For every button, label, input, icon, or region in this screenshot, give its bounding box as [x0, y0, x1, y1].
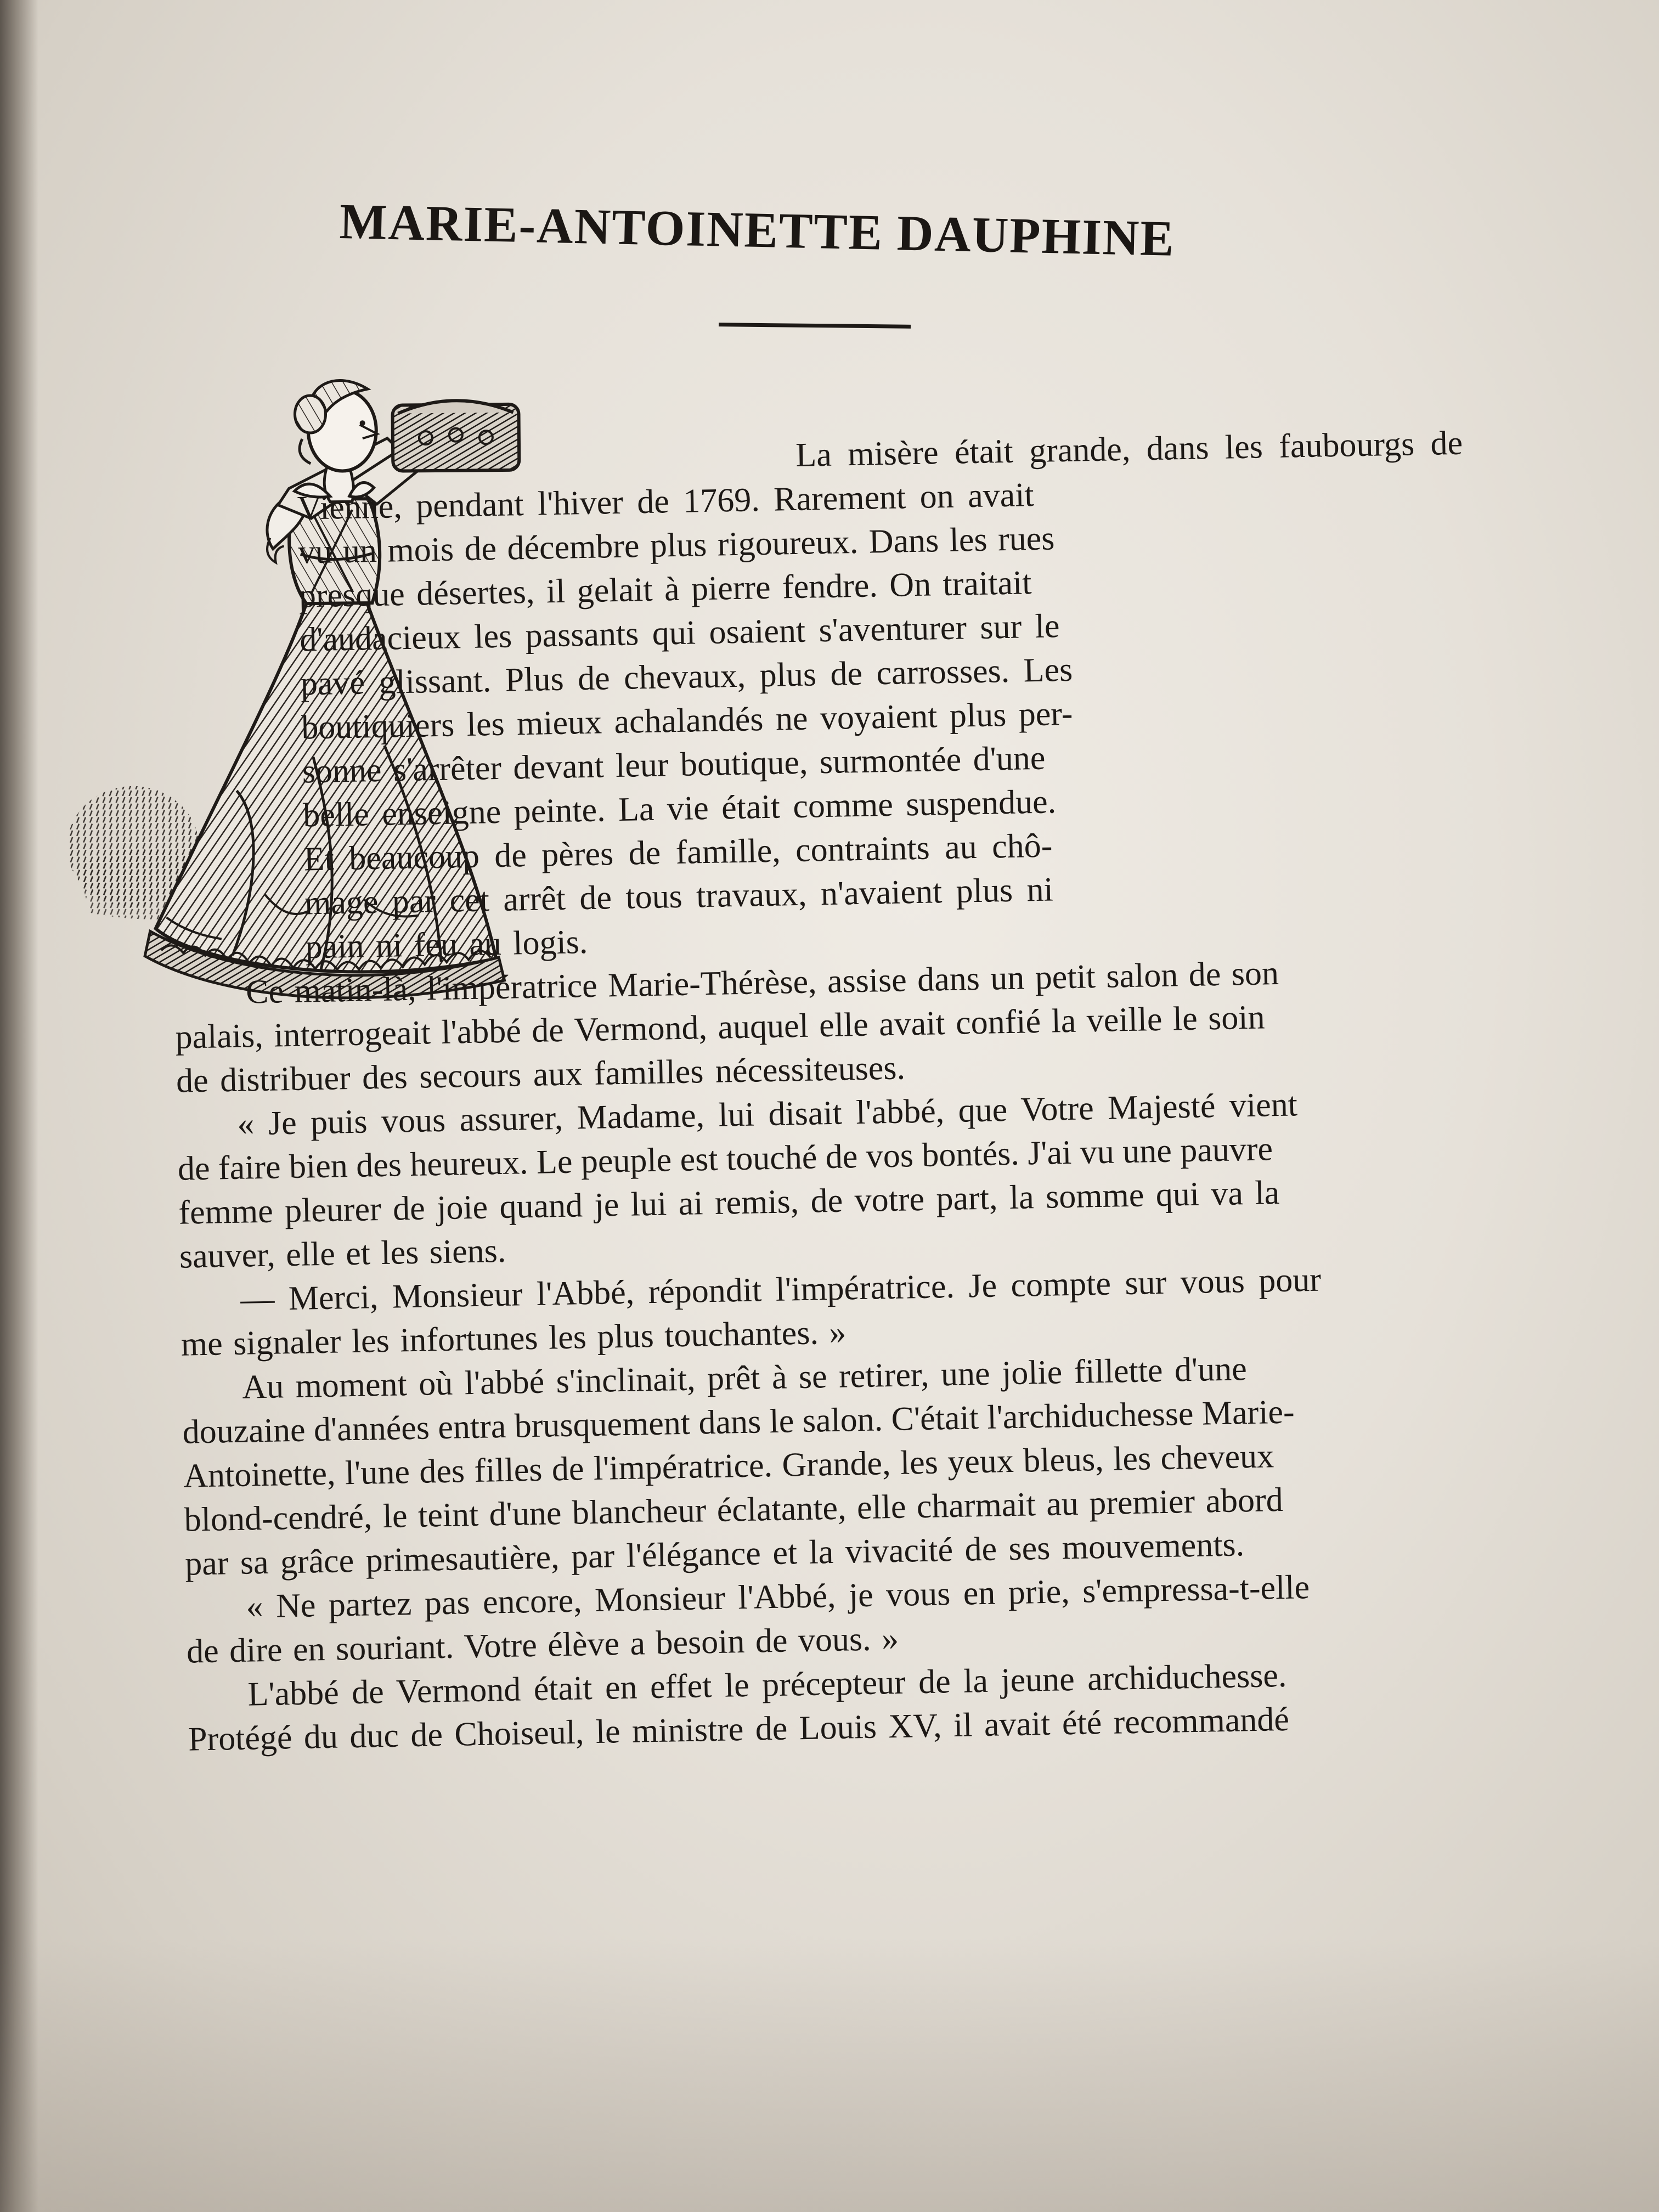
- text-line: « Je puis vous assurer, Madame, lui disait l'abbé, que Votre Majesté vient: [236, 1086, 1298, 1143]
- text-line: boutiquiers les mieux achalandés ne voyaient plus per-: [301, 695, 1073, 747]
- text-line: belle enseigne peinte. La vie était comme suspendue.: [302, 783, 1057, 834]
- text-line: sauver, elle et les siens.: [179, 1232, 506, 1276]
- text-line: par sa grâce primesautière, par l'élégance et la vivacité de ses mouvements.: [184, 1526, 1245, 1583]
- text-line: de dire en souriant. Votre élève a besoin de vous. »: [186, 1620, 899, 1671]
- chapter-title: MARIE-ANTOINETTE DAUPHINE: [338, 193, 1176, 267]
- text-line: sonne s'arrêter devant leur boutique, surmontée d'une: [302, 739, 1046, 791]
- text-line: pavé glissant. Plus de chevaux, plus de carrosses. Les: [300, 651, 1073, 703]
- text-line: femme pleurer de joie quand je lui ai remis, de votre part, la somme qui va la: [178, 1173, 1280, 1232]
- text-line: de faire bien des heureux. Le peuple est touché de vos bontés. J'ai vu une pauvre: [177, 1130, 1273, 1188]
- text-line: Antoinette, l'une des filles de l'impératrice. Grande, les yeux bleus, les cheveux: [183, 1437, 1274, 1495]
- text-line: douzaine d'années entra brusquement dans le salon. C'était l'archiduchesse Marie-: [182, 1393, 1295, 1451]
- text-line: blond-cendré, le teint d'une blancheur éclatante, elle charmait au premier abord: [184, 1481, 1284, 1539]
- text-line: me signaler les infortunes les plus touchantes. »: [180, 1313, 847, 1363]
- text-line: Ce matin-là, l'impératrice Marie-Thérèse, assise dans un petit salon de son: [245, 954, 1279, 1011]
- text-line: Vienne, pendant l'hiver de 1769. Rarement on avait: [297, 476, 1035, 527]
- text-line: Au moment où l'abbé s'inclinait, prêt à se retirer, une jolie fillette d'une: [241, 1350, 1248, 1406]
- text-line: de distribuer des secours aux familles nécessiteuses.: [176, 1049, 906, 1100]
- text-line: Et beaucoup de pères de famille, contraints au chô-: [303, 827, 1053, 878]
- text-line: Protégé du duc de Choiseul, le ministre de Louis XV, il avait été recommandé: [188, 1700, 1290, 1758]
- text-line: La misère était grande, dans les faubourgs de: [795, 424, 1463, 474]
- text-line: pain ni feu au logis.: [305, 923, 588, 966]
- text-line: vu un mois de décembre plus rigoureux. Dans les rues: [297, 520, 1055, 571]
- text-line: « Ne partez pas encore, Monsieur l'Abbé, je vous en prie, s'empressa-t-elle: [246, 1568, 1310, 1626]
- text-line: presque désertes, il gelait à pierre fendre. On traitait: [298, 564, 1032, 615]
- body-text: [165, 425, 1542, 1986]
- text-line: mage par cet arrêt de tous travaux, n'avaient plus ni: [304, 871, 1054, 922]
- text-line: d'audacieux les passants qui osaient s'aventurer sur le: [299, 607, 1060, 659]
- text-line: L'abbé de Vermond était en effet le précepteur de la jeune archiduchesse.: [247, 1656, 1287, 1713]
- text-line: palais, interrogeait l'abbé de Vermond, auquel elle avait confié la veille le soin: [175, 998, 1266, 1056]
- text-line: — Merci, Monsieur l'Abbé, répondit l'impératrice. Je compte sur vous pour: [240, 1261, 1322, 1318]
- title-rule: [719, 323, 911, 329]
